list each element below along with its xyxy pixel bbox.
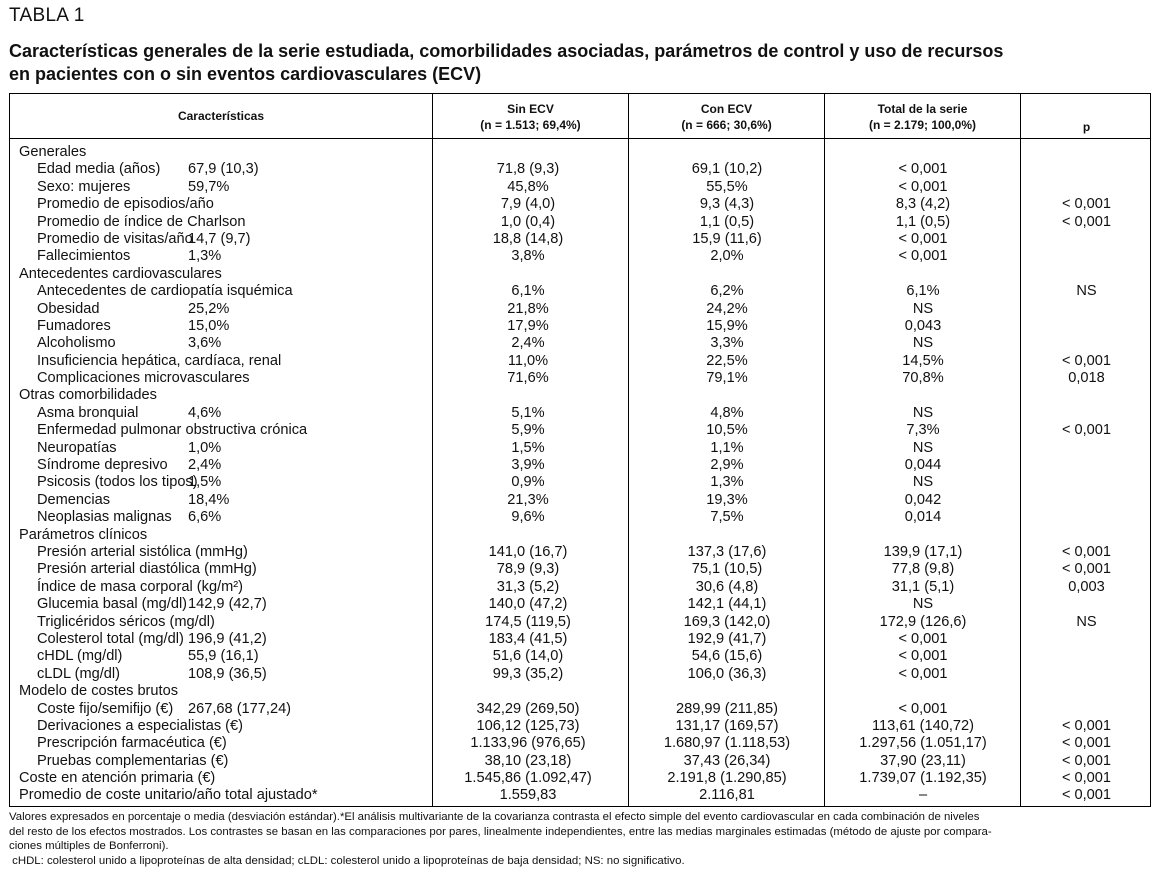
cell-p: < 0,001 <box>1061 787 1112 804</box>
cell-total: 37,90 (23,11) <box>880 752 966 769</box>
cell-con: 169,3 (142,0) <box>683 613 771 630</box>
cell-sin: 17,9% <box>507 317 549 334</box>
cell-con: 24,2% <box>706 300 748 317</box>
cell-con: 55,5% <box>706 178 748 195</box>
data-table <box>9 93 1151 807</box>
cell-inline: 267,68 (177,24) <box>188 700 292 717</box>
table-row <box>10 370 1150 387</box>
cell-label: Modelo de costes brutos <box>19 683 178 700</box>
table-row <box>10 422 1150 439</box>
cell-sin: 51,6 (14,0) <box>492 648 564 665</box>
cell-sin: 21,3% <box>507 491 549 508</box>
cell-inline: 2,4% <box>188 457 222 474</box>
cell-sin: 183,4 (41,5) <box>488 630 568 647</box>
cell-inline: 59,7% <box>188 178 230 195</box>
header-con-n: (n = 666; 30,6%) <box>681 118 772 132</box>
table-row <box>10 701 1150 718</box>
cell-label: Índice de masa corporal (kg/m²) <box>37 578 244 595</box>
table-title <box>9 40 1149 86</box>
cell-sin: 140,0 (47,2) <box>488 596 568 613</box>
cell-sin: 6,1% <box>511 283 545 300</box>
cell-sin: 174,5 (119,5) <box>485 613 571 630</box>
cell-label: Asma bronquial <box>37 404 139 421</box>
cell-p: < 0,001 <box>1061 352 1112 369</box>
cell-total: 1,1 (0,5) <box>895 213 951 230</box>
cell-total: NS <box>912 404 934 421</box>
cell-label: Edad media (años) <box>37 161 161 178</box>
cell-label: Pruebas complementarias (€) <box>37 752 229 769</box>
footnote-line: ciones múltiples de Bonferroni). <box>9 840 169 853</box>
cell-inline: 18,4% <box>188 491 230 508</box>
cell-inline: 142,9 (42,7) <box>188 596 267 613</box>
table-row <box>10 161 1150 178</box>
cell-total: < 0,001 <box>898 161 948 178</box>
cell-p: NS <box>1076 613 1097 630</box>
cell-total: NS <box>912 596 934 613</box>
footnote-line: del resto de los efectos mostrados. Los contrastes se basan en las comparaciones por pares, linealmente independientes, entre las medias marginales estimadas (método de ajuste por compara- <box>9 825 992 838</box>
cell-label: Promedio de episodios/año <box>37 196 214 213</box>
cell-sin: 18,8 (14,8) <box>492 230 564 247</box>
cell-con: 15,9% <box>706 317 748 334</box>
header-p-label: p <box>1082 120 1091 134</box>
table-row <box>10 196 1150 213</box>
cell-total: 0,043 <box>904 317 942 334</box>
header-sin-n: (n = 1.513; 69,4%) <box>480 118 581 132</box>
cell-total: 31,1 (5,1) <box>891 578 955 595</box>
cell-con: 3,3% <box>710 335 744 352</box>
cell-label: Demencias <box>37 491 110 508</box>
section-row <box>10 266 1150 283</box>
cell-con: 30,6 (4,8) <box>695 578 759 595</box>
cell-p: NS <box>1076 283 1097 300</box>
cell-con: 7,5% <box>710 509 744 526</box>
cell-total: 1.739,07 (1.192,35) <box>859 770 987 787</box>
cell-label: Colesterol total (mg/dl) <box>37 630 184 647</box>
cell-con: 2,0% <box>710 248 744 265</box>
table-row <box>10 318 1150 335</box>
table-row <box>10 231 1150 248</box>
cell-sin: 21,8% <box>507 300 549 317</box>
section-row <box>10 787 1150 804</box>
table-row <box>10 666 1150 683</box>
cell-label: Neoplasias malignas <box>37 509 172 526</box>
cell-sin: 1,5% <box>511 439 545 456</box>
cell-con: 2.191,8 (1.290,85) <box>667 770 787 787</box>
title-line-2: en pacientes con o sin eventos cardiovasculares (ECV) <box>9 64 482 84</box>
cell-con: 22,5% <box>706 352 748 369</box>
cell-label: Generales <box>19 144 87 160</box>
cell-label: Obesidad <box>37 300 100 317</box>
cell-p: < 0,001 <box>1061 543 1112 560</box>
cell-inline: 6,6% <box>188 509 222 526</box>
cell-label: Síndrome depresivo <box>37 457 168 474</box>
table-row <box>10 353 1150 370</box>
cell-sin: 106,12 (125,73) <box>476 717 580 734</box>
cell-total: 14,5% <box>902 352 944 369</box>
cell-label: Insuficiencia hepática, cardíaca, renal <box>37 352 282 369</box>
cell-inline: 14,7 (9,7) <box>188 230 251 247</box>
cell-con: 106,0 (36,3) <box>687 665 767 682</box>
header-total-n: (n = 2.179; 100,0%) <box>868 118 977 132</box>
header-con-ecv <box>629 94 824 138</box>
cell-label: Fumadores <box>37 317 111 334</box>
cell-label: cHDL (mg/dl) <box>37 648 123 665</box>
table-row <box>10 631 1150 648</box>
table-row <box>10 596 1150 613</box>
section-row <box>10 683 1150 700</box>
section-row <box>10 770 1150 787</box>
table-row <box>10 579 1150 596</box>
cell-sin: 11,0% <box>507 352 549 369</box>
cell-con: 9,3 (4,3) <box>699 196 755 213</box>
cell-con: 131,17 (169,57) <box>675 717 779 734</box>
table-body <box>10 144 1150 805</box>
cell-sin: 2,4% <box>511 335 545 352</box>
cell-inline: 4,6% <box>188 404 222 421</box>
cell-p: 0,018 <box>1068 370 1105 387</box>
cell-con: 4,8% <box>710 404 744 421</box>
cell-con: 142,1 (44,1) <box>687 596 767 613</box>
cell-total: 113,61 (140,72) <box>872 717 974 734</box>
cell-total: 77,8 (9,8) <box>891 561 955 578</box>
cell-total: 0,044 <box>904 457 942 474</box>
cell-inline: 25,2% <box>188 300 230 317</box>
table-row <box>10 561 1150 578</box>
cell-p: < 0,001 <box>1061 561 1112 578</box>
cell-sin: 0,9% <box>511 474 545 491</box>
header-sin-title: Sin ECV <box>507 102 554 116</box>
cell-label: Triglicéridos séricos (mg/dl) <box>37 613 215 630</box>
cell-total: 1.297,56 (1.051,17) <box>859 735 987 752</box>
table-row <box>10 457 1150 474</box>
cell-con: 75,1 (10,5) <box>691 561 763 578</box>
cell-label: Fallecimientos <box>37 248 131 265</box>
cell-label: Derivaciones a especialistas (€) <box>37 717 244 734</box>
cell-con: 54,6 (15,6) <box>691 648 763 665</box>
cell-sin: 1.133,96 (976,65) <box>470 735 586 752</box>
header-divider <box>10 138 1150 139</box>
cell-sin: 5,1% <box>511 404 545 421</box>
cell-con: 6,2% <box>710 283 744 300</box>
cell-total: 70,8% <box>902 370 944 387</box>
cell-con: 2,9% <box>710 457 744 474</box>
cell-sin: 71,8 (9,3) <box>496 161 560 178</box>
cell-label: Parámetros clínicos <box>19 526 148 543</box>
cell-sin: 38,10 (23,18) <box>484 752 572 769</box>
cell-con: 289,99 (211,85) <box>676 700 778 717</box>
section-row <box>10 387 1150 404</box>
cell-label: Glucemia basal (mg/dl) <box>37 596 188 613</box>
cell-total: < 0,001 <box>898 178 948 195</box>
cell-inline: 3,6% <box>188 335 222 352</box>
table-footnote <box>9 810 1151 868</box>
cell-inline: 67,9 (10,3) <box>188 161 259 178</box>
header-total <box>825 94 1020 138</box>
section-row <box>10 144 1150 161</box>
cell-p: < 0,001 <box>1061 752 1112 769</box>
cell-p: < 0,001 <box>1061 717 1112 734</box>
cell-sin: 1.559,83 <box>499 787 557 804</box>
cell-inline: 55,9 (16,1) <box>188 648 259 665</box>
cell-total: 172,9 (126,6) <box>879 613 967 630</box>
cell-con: 1,1 (0,5) <box>699 213 755 230</box>
table-row <box>10 718 1150 735</box>
cell-label: Neuropatías <box>37 439 117 456</box>
cell-label: Coste fijo/semifijo (€) <box>37 700 174 717</box>
header-con-title: Con ECV <box>700 102 753 116</box>
table-row <box>10 283 1150 300</box>
cell-label: Antecedentes de cardiopatía isquémica <box>37 283 293 300</box>
cell-con: 1,3% <box>710 474 744 491</box>
cell-inline: 1,0% <box>188 439 222 456</box>
cell-con: 137,3 (17,6) <box>687 543 767 560</box>
table-row <box>10 214 1150 231</box>
cell-p: < 0,001 <box>1061 735 1112 752</box>
cell-label: cLDL (mg/dl) <box>37 665 120 682</box>
table-label: TABLA 1 <box>9 5 85 26</box>
cell-p: < 0,001 <box>1061 196 1112 213</box>
cell-total: < 0,001 <box>898 665 948 682</box>
table-row <box>10 405 1150 422</box>
cell-con: 10,5% <box>706 422 748 439</box>
cell-sin: 3,8% <box>511 248 545 265</box>
cell-sin: 141,0 (16,7) <box>488 543 568 560</box>
cell-sin: 9,6% <box>511 509 545 526</box>
header-p <box>1021 94 1152 138</box>
cell-con: 1.680,97 (1.118,53) <box>663 735 791 752</box>
cell-total: 6,1% <box>906 283 940 300</box>
footnote-line: Valores expresados en porcentaje o media (desviación estándar).*El análisis multivariante de la covarianza contrasta el efecto simple del evento cardiovascular en cada combinación de niveles <box>9 811 980 823</box>
cell-sin: 1.545,86 (1.092,47) <box>464 770 592 787</box>
table-row <box>10 492 1150 509</box>
cell-label: Complicaciones microvasculares <box>37 370 250 387</box>
cell-total: NS <box>912 335 934 352</box>
cell-label: Prescripción farmacéutica (€) <box>37 735 227 752</box>
table-row <box>10 614 1150 631</box>
table-row <box>10 179 1150 196</box>
cell-total: NS <box>912 474 934 491</box>
cell-con: 79,1% <box>706 370 748 387</box>
cell-con: 19,3% <box>706 491 748 508</box>
cell-inline: 1,5% <box>188 474 222 491</box>
cell-con: 2.116,81 <box>699 787 755 804</box>
table-row <box>10 474 1150 491</box>
cell-total: < 0,001 <box>898 630 948 647</box>
title-line-1: Características generales de la serie estudiada, comorbilidades asociadas, parámetros de control y uso de recursos <box>9 41 1004 61</box>
cell-total: < 0,001 <box>898 248 948 265</box>
cell-label: Presión arterial diastólica (mmHg) <box>37 561 257 578</box>
cell-con: 192,9 (41,7) <box>687 630 767 647</box>
cell-sin: 31,3 (5,2) <box>496 578 560 595</box>
cell-inline: 1,3% <box>188 248 222 265</box>
cell-total: – <box>918 787 928 804</box>
table-row <box>10 335 1150 352</box>
cell-label: Alcoholismo <box>37 335 116 352</box>
cell-sin: 78,9 (9,3) <box>496 561 560 578</box>
table-row <box>10 248 1150 265</box>
cell-label: Enfermedad pulmonar obstructiva crónica <box>37 422 308 439</box>
table-row <box>10 753 1150 770</box>
cell-label: Psicosis (todos los tipos) <box>37 474 198 491</box>
cell-sin: 5,9% <box>511 422 545 439</box>
table-row <box>10 301 1150 318</box>
cell-sin: 342,29 (269,50) <box>476 700 580 717</box>
cell-p: < 0,001 <box>1061 422 1112 439</box>
cell-sin: 7,9 (4,0) <box>500 196 556 213</box>
cell-label: Promedio de índice de Charlson <box>37 213 246 230</box>
cell-label: Antecedentes cardiovasculares <box>19 265 222 282</box>
header-sin-ecv <box>433 94 628 138</box>
header-caracteristicas-label: Características <box>177 109 265 123</box>
cell-total: 139,9 (17,1) <box>883 543 963 560</box>
table-row <box>10 509 1150 526</box>
cell-label: Coste en atención primaria (€) <box>19 770 216 787</box>
cell-sin: 1,0 (0,4) <box>500 213 556 230</box>
cell-con: 69,1 (10,2) <box>691 161 763 178</box>
cell-label: Otras comorbilidades <box>19 387 157 404</box>
cell-p: 0,003 <box>1068 578 1105 595</box>
cell-inline: 15,0% <box>188 317 230 334</box>
table-row <box>10 648 1150 665</box>
table-row <box>10 544 1150 561</box>
header-caracteristicas <box>10 94 432 138</box>
cell-sin: 45,8% <box>507 178 549 195</box>
table-row <box>10 735 1150 752</box>
cell-con: 37,43 (26,34) <box>683 752 771 769</box>
cell-label: Promedio de visitas/año <box>37 230 193 247</box>
cell-total: 0,014 <box>904 509 942 526</box>
cell-p: < 0,001 <box>1061 213 1112 230</box>
cell-total: < 0,001 <box>898 648 948 665</box>
cell-total: NS <box>912 300 934 317</box>
table-row <box>10 440 1150 457</box>
cell-inline: 108,9 (36,5) <box>188 665 267 682</box>
cell-con: 1,1% <box>710 439 744 456</box>
cell-total: 8,3 (4,2) <box>895 196 951 213</box>
cell-inline: 196,9 (41,2) <box>188 630 267 647</box>
cell-total: NS <box>912 439 934 456</box>
header-total-title: Total de la serie <box>877 102 968 116</box>
cell-p: < 0,001 <box>1061 770 1112 787</box>
cell-sin: 3,9% <box>511 457 545 474</box>
footnote-line: cHDL: colesterol unido a lipoproteínas de alta densidad; cLDL: colesterol unido a lipoproteínas de baja densidad; NS: no significativo. <box>9 854 685 867</box>
cell-total: 7,3% <box>906 422 940 439</box>
cell-total: < 0,001 <box>898 230 948 247</box>
cell-sin: 99,3 (35,2) <box>492 665 564 682</box>
cell-sin: 71,6% <box>507 370 549 387</box>
cell-label: Sexo: mujeres <box>37 178 131 195</box>
cell-label: Presión arterial sistólica (mmHg) <box>37 543 248 560</box>
cell-label: Promedio de coste unitario/año total ajustado* <box>19 787 318 804</box>
cell-total: < 0,001 <box>898 700 948 717</box>
cell-total: 0,042 <box>904 491 942 508</box>
cell-con: 15,9 (11,6) <box>692 230 762 247</box>
section-row <box>10 527 1150 544</box>
